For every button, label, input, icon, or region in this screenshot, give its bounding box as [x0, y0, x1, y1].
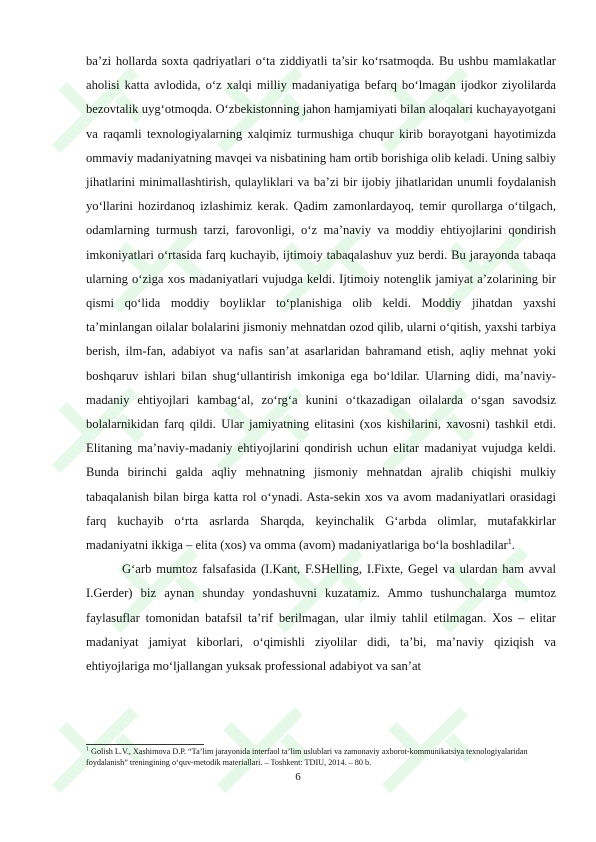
paragraph-2: [86, 557, 556, 678]
footnote-divider: [86, 744, 204, 745]
paragraph-2-text: G‘arb mumtoz falsafasida (I.Kant, F.SHelling, I.Fixte, Gegel va ulardan ham avval I.Gerder) biz aynan shunday yondashuvni kuzatamiz. Ammo tushunchalarga mumtoz faylasuflar tomonidan batafsil ta’rif berilmagan, ular ilmiy tahlil etilmagan. Xos – elitar madaniyat jamiyat kiborlari, o‘qimishli ziyolilar didi, ta’bi, ma’naviy qiziqish va ehtiyojlariga mo‘ljallangan yuksak professional adabiyot va san’at: [86, 562, 556, 674]
paragraph-1-text: ba’zi hollarda soxta qadriyatlari o‘ta ziddiyatli ta’sir ko‘rsatmoqda. Bu ushbu mamlakatlar aholisi katta avlodida, o‘z xalqi milliy madaniyatiga befarq bo‘lmagan ijodkor ziyolilarda bezovtalik uyg‘otmoqda. O‘zbekistonning jahon hamjamiyati bilan aloqalari kuchayayotgani va raqamli texnologiyalarning xalqimiz turmushiga chuqur kirib borayotgani hayotimizda ommaviy madaniyatning mavqei va nisbatining ham ortib borishiga olib keladi. Uning salbiy jihatlarini minimallashtirish, qulayliklari va ba’zi bir ijobiy jihatlaridan unumli foydalanish yo‘llarini hozirdanoq izlashimiz kerak. Qadim zamonlardayoq, temir qurollarga o‘tilgach, odamlarning turmush tarzi, farovonligi, o‘z ma’naviy va moddiy ehtiyojlarini qondirish imkoniyatlari o‘rtasida farq kuchayib, ijtimoiy tabaqalashuv yuz berdi. Bu jarayonda tabaqa ularning o‘ziga xos madaniyatlari vujudga keldi. Ijtimoiy notenglik jamiyat a’zolarining bir qismi qo‘lida moddiy boyliklar to‘planishiga olib keldi. Moddiy jihatdan yaxshi ta’minlangan oilalar bolalarini jismoniy mehnatdan ozod qilib, ularni o‘qitish, yaxshi tarbiya berish, ilm-fan, adabiyot va nafis san’at asarlaridan bahramand etish, aqliy mehnat yoki boshqaruv ishlari bilan shug‘ullantirish imkoniga ega bo‘ldilar. Ularning didi, ma’naviy-madaniy ehtiyojlari kambag‘al, zo‘rg‘a kunini o‘tkazadigan oilalarda o‘sgan savodsiz bolalarnikidan farq qildi. Ular jamiyatning elitasini (xos kishilarini, xavosni) tashkil etdi. Elitaning ma’naviy-madaniy ehtiyojlarini qondirish uchun elitar madaniyat vujudga keldi. Bunda birinchi galda aqliy mehnatning jismoniy mehnatdan ajralib chiqishi mulkiy tabaqalanish bilan birga katta rol o‘ynadi. Asta-sekin xos va avom madaniyatlari orasidagi farq kuchayib o‘rta asrlarda Sharqda, keyinchalik G‘arbda olimlar, mutafakkirlar madaniyatni ikkiga – elita (xos) va omma (avom) madaniyatlariga bo‘la boshladilar: [86, 54, 556, 553]
footnote: [86, 747, 556, 768]
paragraph-1-end: .: [511, 538, 515, 553]
page-number: 6: [295, 771, 301, 783]
footnote-reference[interactable]: 1: [507, 536, 512, 546]
paragraph-1: [86, 49, 556, 557]
footnote-text: Golish L.V., Xashimova D.P. “Ta’lim jarayonida interfaol ta’lim uslublari va zamonaviy axborot-kommunikatsiya texnologiyalaridan foydalanish” treningining o‘quv-metodik materiallari. – Toshkent: TDIU, 2014. – 80 b.: [86, 747, 528, 767]
body-text: [86, 49, 556, 678]
footnote-mark: 1: [86, 746, 89, 753]
